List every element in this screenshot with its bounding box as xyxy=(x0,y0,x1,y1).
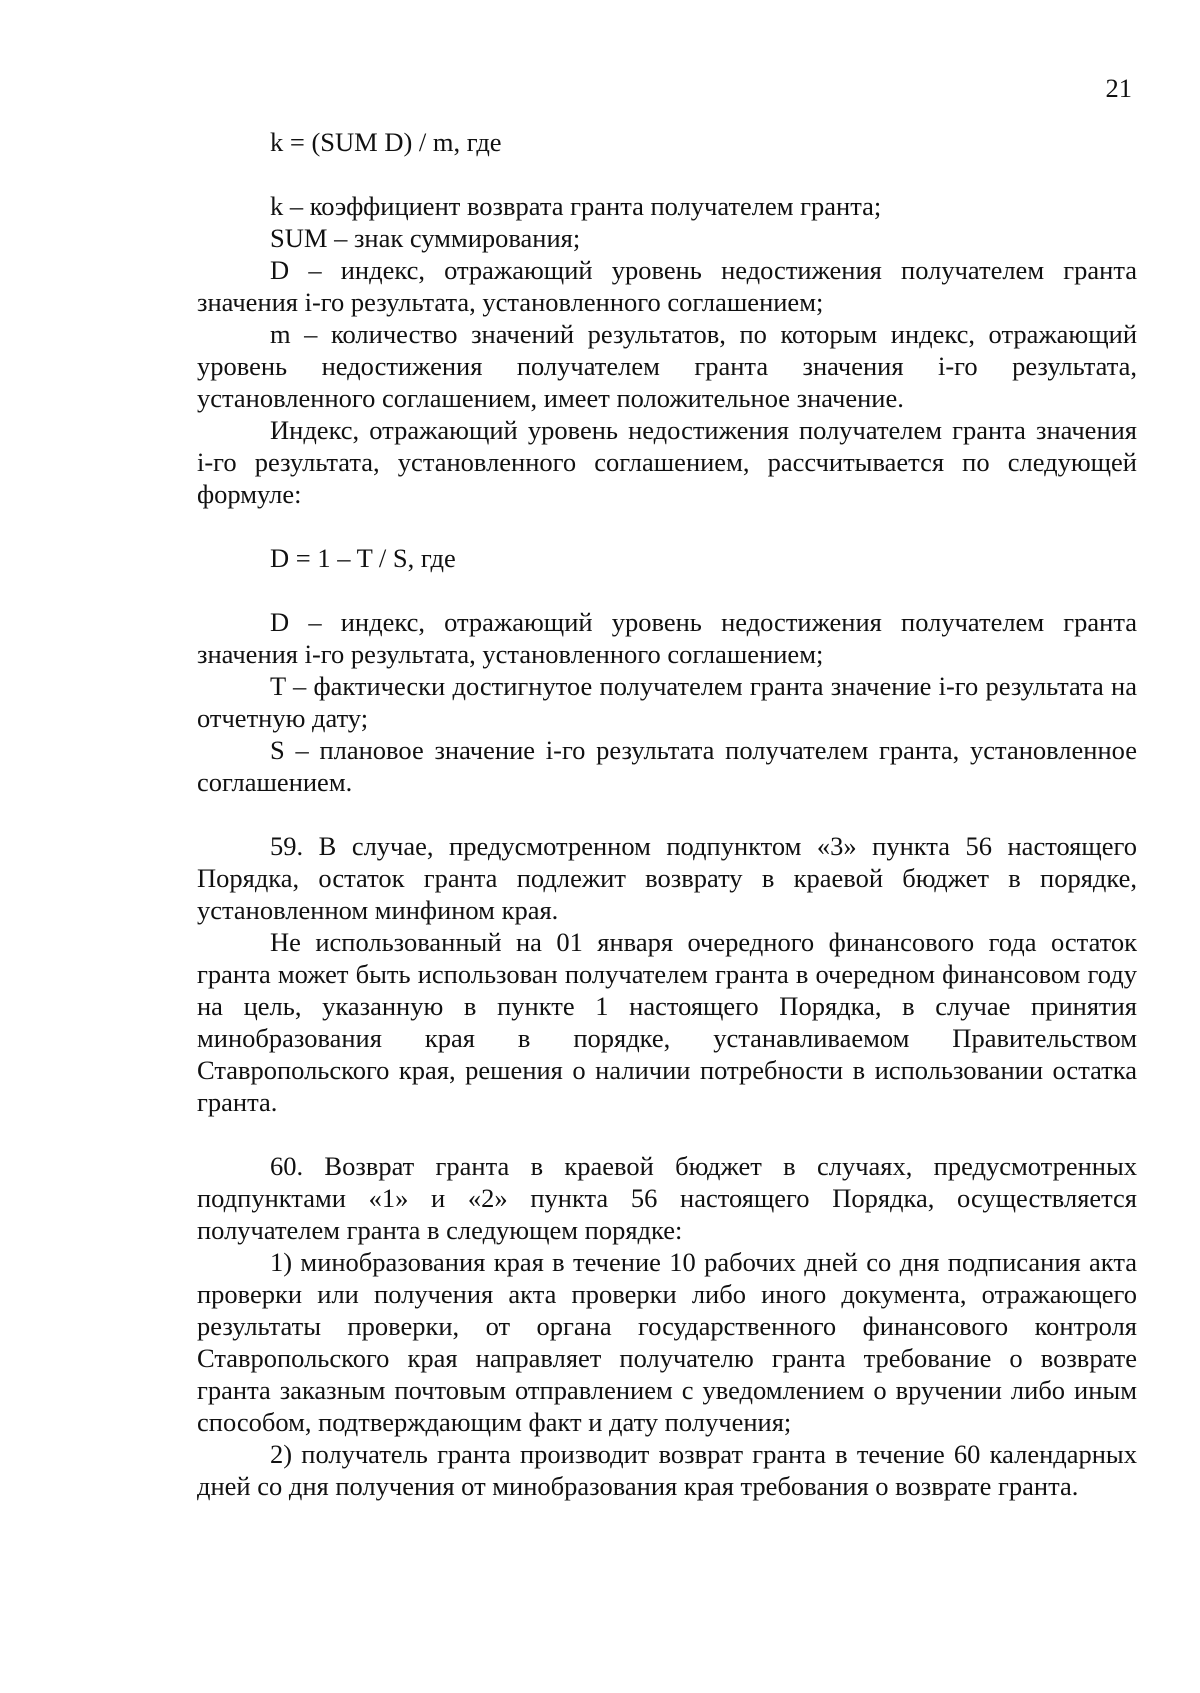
spacer xyxy=(197,798,1137,830)
spacer xyxy=(197,510,1137,542)
clause-59-remainder: Не использованный на 01 января очередного финансового года остаток гранта может быть использован получателем гранта в очередном финансовом году на цель, указанную в пункте 1 настоящего Порядка, в случае принятия минобразования края в порядке, устанавливаемом Правительством Ставропольского края, решения о наличии потребности в использовании остатка гранта. xyxy=(197,927,1137,1117)
clause-59: 59. В случае, предусмотренном подпунктом «3» пункта 56 настоящего Порядка, остаток гранта подлежит возврату в краевой бюджет в порядке, установленном минфином края. xyxy=(197,831,1137,925)
page-number: 21 xyxy=(1105,73,1132,103)
index-paragraph: Индекс, отражающий уровень недостижения получателем гранта значения i-го результата, установленного соглашением, рассчитывается по следующей формуле: xyxy=(197,415,1137,509)
definition-d-2: D – индекс, отражающий уровень недостижения получателем гранта значения i-го результата, установленного соглашением; xyxy=(197,607,1137,669)
definition-d: D – индекс, отражающий уровень недостижения получателем гранта значения i-го результата, установленного соглашением; xyxy=(197,255,1137,317)
definition-sum: SUM – знак суммирования; xyxy=(270,223,581,253)
spacer xyxy=(197,1118,1137,1150)
clause-60: 60. Возврат гранта в краевой бюджет в случаях, предусмотренных подпунктами «1» и «2» пункта 56 настоящего Порядка, осуществляется получателем гранта в следующем порядке: xyxy=(197,1151,1137,1245)
spacer xyxy=(197,158,1137,190)
definition-t: T – фактически достигнутое получателем гранта значение i-го результата на отчетную дату; xyxy=(197,671,1137,733)
definition-k: k – коэффициент возврата гранта получателем гранта; xyxy=(270,191,882,221)
clause-60-item-2: 2) получатель гранта производит возврат гранта в течение 60 календарных дней со дня получения от минобразования края требования о возврате гранта. xyxy=(197,1439,1137,1501)
spacer xyxy=(197,574,1137,606)
definition-s: S – плановое значение i-го результата получателем гранта, установленное соглашением. xyxy=(197,735,1137,797)
clause-60-item-1: 1) минобразования края в течение 10 рабочих дней со дня подписания акта проверки или получения акта проверки либо иного документа, отражающего результаты проверки, от органа государственного финансового контроля Ставропольского края направляет получателю гранта требование о возврате гранта заказным почтовым отправлением с уведомлением о вручении либо иным способом, подтверждающим факт и дату получения; xyxy=(197,1247,1137,1437)
formula-d: D = 1 – T / S, где xyxy=(270,543,456,573)
formula-k: k = (SUM D) / m, где xyxy=(270,127,502,157)
document-body xyxy=(197,126,1137,1502)
definition-m: m – количество значений результатов, по которым индекс, отражающий уровень недостижения получателем гранта значения i-го результата, установленного соглашением, имеет положительное значение. xyxy=(197,319,1137,413)
